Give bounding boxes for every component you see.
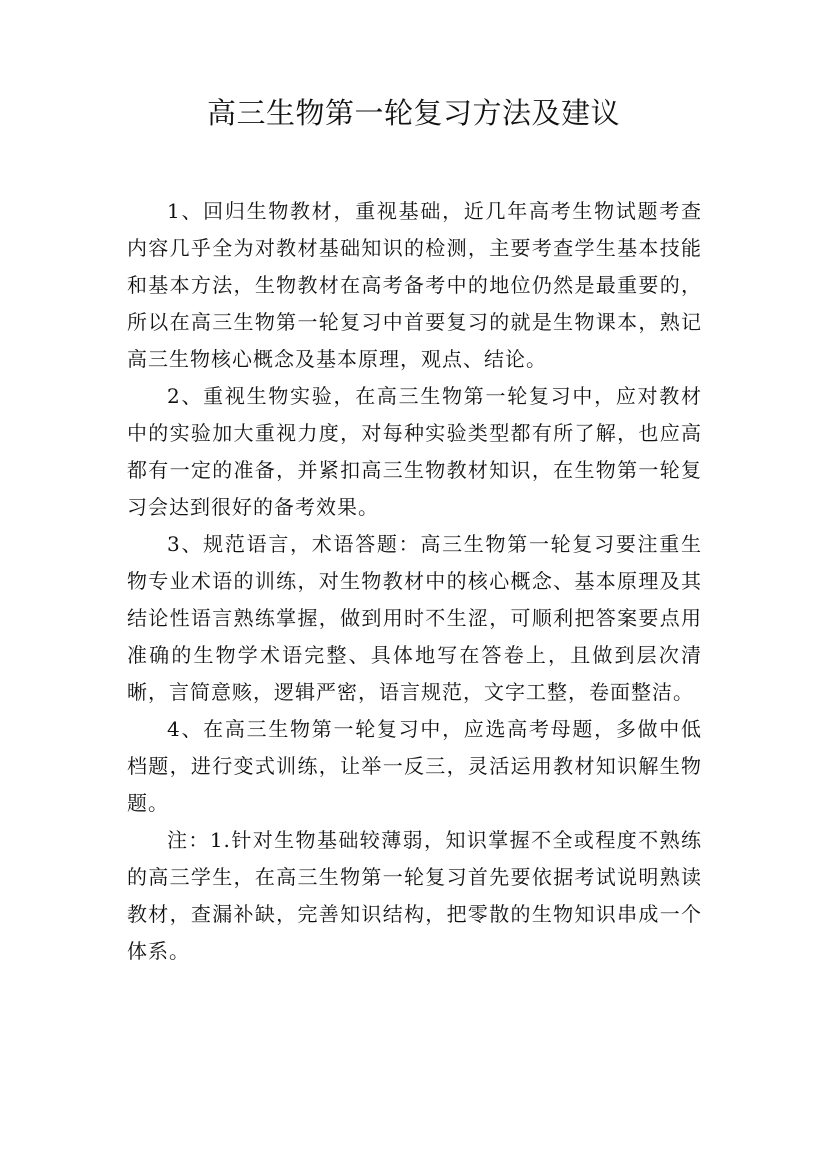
paragraph-3: 3、规范语言，术语答题：高三生物第一轮复习要注重生物专业术语的训练，对生物教材中的核心概念、基本原理及其结论性语言熟练掌握，做到用时不生涩，可顺利把答案要点用准确的生物学术语完整、具体地写在答卷上，且做到层次清晰，言简意赅，逻辑严密，语言规范，文字工整，卷面整洁。 — [127, 532, 702, 704]
note-paragraph: 注：1.针对生物基础较薄弱，知识掌握不全或程度不熟练的高三学生，在高三生物第一轮复习首先要依据考试说明熟读教材，查漏补缺，完善知识结构，把零散的生物知识串成一个体系。 — [127, 828, 702, 963]
document-title: 高三生物第一轮复习方法及建议 — [206, 96, 620, 130]
document-body — [127, 193, 702, 970]
paragraph-4: 4、在高三生物第一轮复习中，应选高考母题，多做中低档题，进行变式训练，让举一反三，灵活运用教材知识解生物题。 — [127, 717, 702, 815]
paragraph-1: 1、回归生物教材，重视基础，近几年高考生物试题考查内容几乎全为对教材基础知识的检测，主要考查学生基本技能和基本方法，生物教材在高考备考中的地位仍然是最重要的，所以在高三生物第一轮复习中首要复习的就是生物课本，熟记高三生物核心概念及基本原理，观点、结论。 — [127, 199, 702, 371]
paragraph-2: 2、重视生物实验，在高三生物第一轮复习中，应对教材中的实验加大重视力度，对每种实验类型都有所了解，也应高都有一定的准备，并紧扣高三生物教材知识，在生物第一轮复习会达到很好的备考效果。 — [127, 384, 702, 519]
